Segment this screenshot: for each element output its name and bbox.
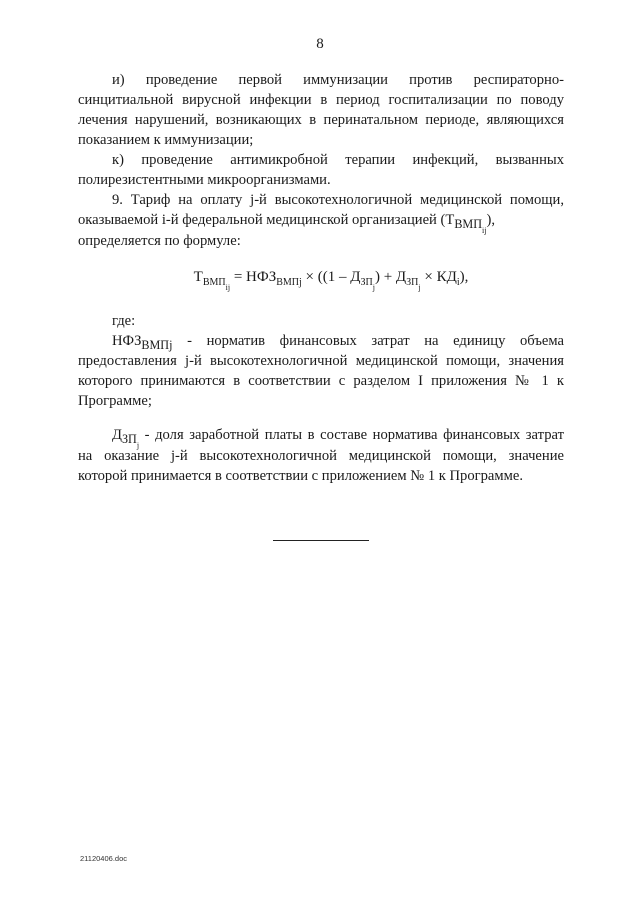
item-k-paragraph: к) проведение антимикробной терапии инфекций, вызванных полирезистентными микроорганизмами. [78,152,564,188]
item-i-paragraph: и) проведение первой иммунизации против респираторно-синцитиальной вирусной инфекции в период госпитализации по поводу лечения нарушений, возникающих в перинатальном периоде, являющихся показанием к иммунизации; [78,72,564,148]
clause-9-paragraph [78,190,564,235]
tariff-subscript: ВМПij [454,216,487,235]
dzp-symbol: Д [112,426,122,443]
definition-nfz [78,331,564,411]
page-number: 8 [316,36,324,52]
footer-file-code: 21120406.doc [80,854,127,863]
where-label: где: [112,312,136,329]
nfz-subscript: ВМПj [141,337,173,352]
end-divider-line [273,540,369,541]
dzp-definition-text: - доля заработной платы в составе норматива финансовых затрат на оказание j-й высокотехнологичной медицинской помощи, значение которой принимается в соответствии с приложением № 1 к Программе. [78,426,564,484]
definition-dzp [78,425,564,486]
tariff-symbol: Т [445,212,455,228]
nfz-symbol: НФЗ [112,332,142,349]
dzp-subscript: ЗПj [121,431,140,450]
tariff-formula: $Т_{ВМП_{ij}} = НФЗ_{ВМПj} \times ((1 - Д_{ЗП_j}) + Д_{ЗП_j} \times КД_i)$, [193,268,469,292]
clause-9-lead: 9. Тариф на оплату j-й высокотехнологичной медицинской помощи, оказываемой i-й федеральной медицинской организацией ( [78,192,564,228]
formula-intro: определяется по формуле: [78,232,241,249]
clause-9-close: ), [486,212,495,228]
document-body [78,70,564,486]
nfz-definition-text: - норматив финансовых затрат на единицу объема предоставления j-й высокотехнологичной медицинской помощи, значения которого принимаются в соответствии с разделом I приложения № 1 к Программе; [78,332,564,409]
